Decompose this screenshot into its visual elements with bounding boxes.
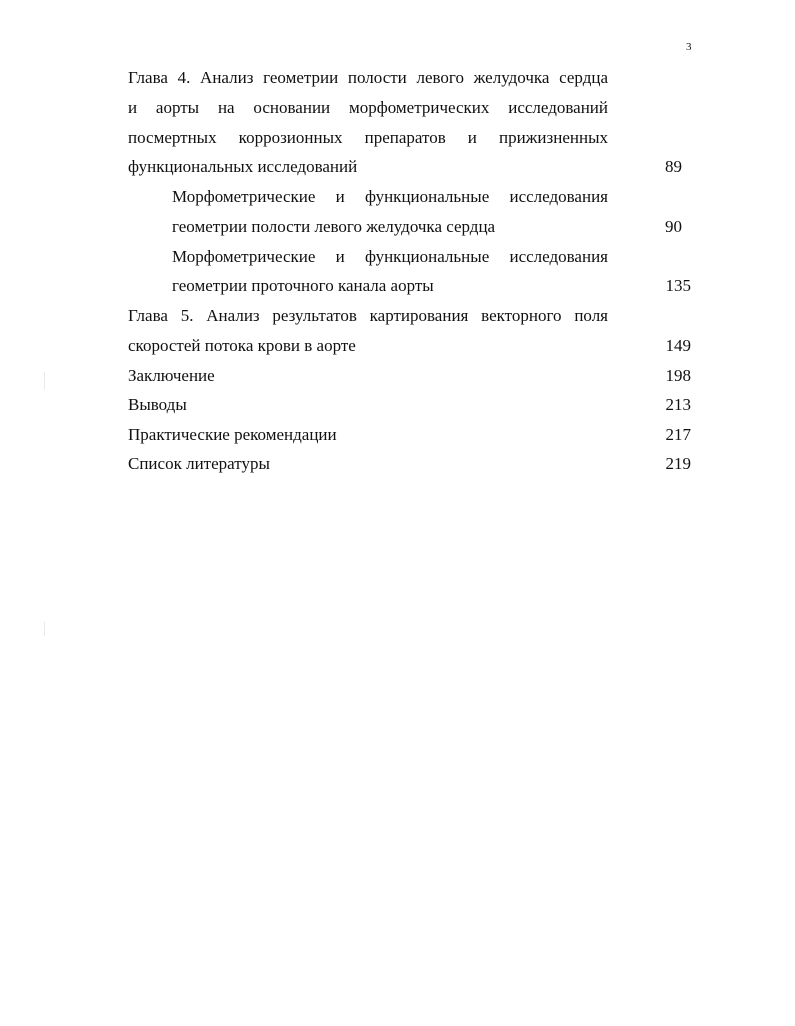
chapter-4-page-number: 89: [665, 157, 682, 176]
section-1-title-line-2: геометрии полости левого желудочка сердца: [172, 217, 496, 236]
section-2-title-line-1: Морфометрические и функциональные исследования: [172, 247, 608, 266]
toc-entry-conclusion-page: 198: [665, 366, 691, 385]
section-1-page-number: 90: [665, 217, 682, 236]
chapter-5-title-line-2: скоростей потока крови в аорте: [128, 336, 356, 355]
section-2-page-number: 135: [665, 276, 691, 295]
section-2-title-line-2: геометрии проточного канала аорты: [172, 276, 434, 295]
chapter-4-title-line-4: функциональных исследований: [128, 157, 358, 176]
toc-entry-conclusion: Заключение: [128, 366, 215, 385]
toc-entry-findings-page: 213: [665, 395, 691, 414]
scan-edge-mark: [44, 622, 45, 636]
toc-entry-references: Список литературы: [128, 454, 270, 473]
chapter-5-page-number: 149: [665, 336, 691, 355]
toc-entry-recommendations: Практические рекомендации: [128, 425, 337, 444]
toc-entry-references-page: 219: [665, 454, 691, 473]
chapter-4-title-line-2: и аорты на основании морфометрических исследований: [128, 98, 608, 117]
chapter-4-title-line-1: Глава 4. Анализ геометрии полости левого желудочка сердца: [128, 68, 608, 87]
toc-entry-findings: Выводы: [128, 395, 187, 414]
page-number: 3: [686, 41, 692, 53]
scan-edge-mark: [44, 372, 45, 390]
section-1-title-line-1: Морфометрические и функциональные исследования: [172, 187, 608, 206]
toc-entry-recommendations-page: 217: [665, 425, 691, 444]
chapter-4-title-line-3: посмертных коррозионных препаратов и прижизненных: [128, 128, 608, 147]
chapter-5-title-line-1: Глава 5. Анализ результатов картирования векторного поля: [128, 306, 608, 325]
